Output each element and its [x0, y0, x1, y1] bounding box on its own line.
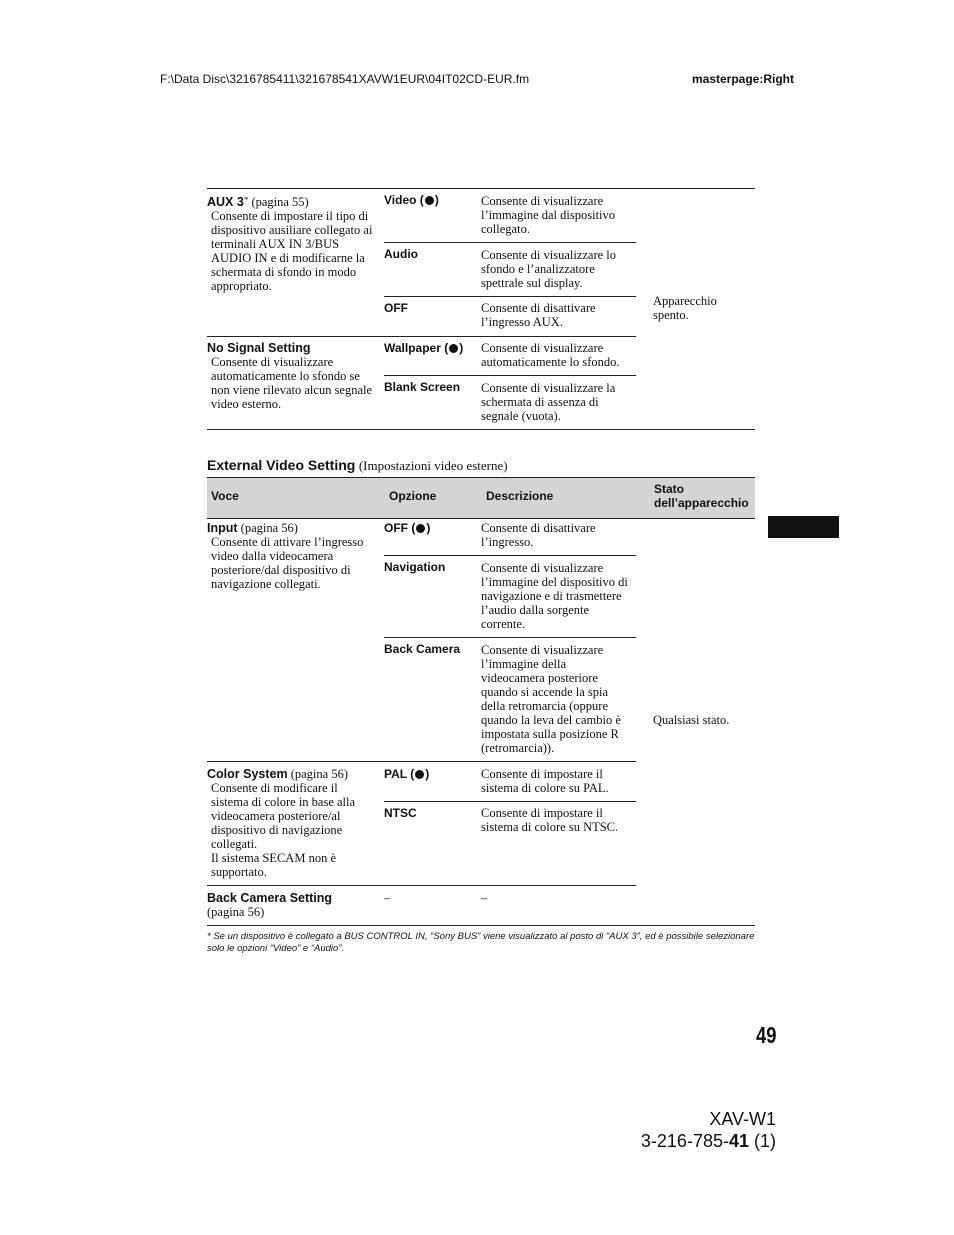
option-wallpaper: Wallpaper ( )	[384, 341, 464, 355]
option-desc: Consente di visualizzare la schermata di assenza di segnale (vuota).	[481, 381, 616, 423]
masterpage-label: masterpage:Right	[691, 72, 794, 86]
option-desc: Consente di visualizzare automaticamente lo sfondo.	[481, 341, 620, 369]
item-description: Consente di visualizzare automaticamente lo sfondo se non viene rilevato alcun segnale video esterno.	[211, 355, 373, 411]
option-desc: Consente di disattivare l’ingresso.	[481, 521, 596, 549]
option-pal: PAL ( )	[384, 767, 430, 781]
row-divider	[207, 885, 636, 886]
row-divider	[384, 242, 636, 243]
model-name: XAV-W1	[709, 1109, 776, 1129]
default-dot-icon	[449, 344, 458, 353]
header-descrizione: Descrizione	[486, 489, 554, 503]
model-block	[641, 1108, 776, 1152]
header-stato: Stato dell’apparecchio	[654, 482, 749, 510]
item-description: Consente di modificare il sistema di colore in base alla videocamera posteriore/al dispositivo di navigazione collegati.	[211, 781, 356, 851]
page-ref: (pagina 56)	[207, 905, 265, 919]
desc-dash: –	[481, 891, 488, 905]
page-ref: (pagina 55)	[251, 195, 309, 209]
header-opzione: Opzione	[389, 489, 437, 503]
option-desc: Consente di impostare il sistema di colore su PAL.	[481, 767, 609, 795]
option-ntsc: NTSC	[384, 806, 417, 820]
option-navigation: Navigation	[384, 560, 446, 574]
option-back-camera: Back Camera	[384, 642, 461, 656]
footnote-marker: *	[243, 195, 249, 205]
option-off: OFF ( )	[384, 521, 431, 535]
page-number: 49	[756, 1022, 777, 1048]
row-divider	[384, 555, 636, 556]
item-aux3	[207, 193, 377, 293]
option-off: OFF	[384, 301, 408, 315]
item-back-camera-setting	[207, 891, 377, 919]
footnote-marker: *	[207, 931, 211, 942]
row-divider	[384, 637, 636, 638]
option-desc: Consente di disattivare l’ingresso AUX.	[481, 301, 596, 329]
item-no-signal	[207, 341, 377, 411]
device-state: Apparecchio spento.	[653, 294, 717, 322]
option-desc: Consente di impostare il sistema di colore su NTSC.	[481, 806, 619, 834]
option-desc: Consente di visualizzare lo sfondo e l’analizzatore spettrale sul display.	[481, 248, 617, 290]
item-description: Consente di impostare il tipo di dispositivo ausiliare collegato ai terminali AUX IN 3/BUS AUDIO IN e di modificarne la schermata di sfondo in modo appropriato.	[211, 209, 373, 293]
option-video: Video ( )	[384, 193, 439, 207]
device-state: Qualsiasi stato.	[653, 713, 730, 727]
option-blank-screen: Blank Screen	[384, 380, 461, 394]
option-dash: –	[384, 891, 391, 905]
model-code: 3-216-785-41 (1)	[640, 1131, 776, 1151]
item-input	[207, 521, 377, 591]
row-divider	[384, 375, 636, 376]
table1-top-rule	[207, 188, 755, 189]
row-divider	[384, 801, 636, 802]
page-ref: (pagina 56)	[240, 521, 298, 535]
item-title: Input	[207, 521, 238, 535]
thumb-index-tab	[768, 516, 839, 538]
default-dot-icon	[416, 524, 425, 533]
option-desc: Consente di visualizzare l’immagine del dispositivo di navigazione e di trasmettere l’audio dalla sorgente corrente.	[481, 561, 628, 631]
default-dot-icon	[425, 196, 434, 205]
item-title: AUX 3	[207, 195, 244, 209]
header-voce: Voce	[211, 489, 239, 503]
item-description: Consente di attivare l’ingresso video dalla videocamera posteriore/dal dispositivo di navigazione collegati.	[211, 535, 364, 591]
row-divider	[207, 761, 636, 762]
item-title: Back Camera Setting	[207, 891, 333, 905]
option-audio: Audio	[384, 247, 418, 261]
item-note: Il sistema SECAM non è supportato.	[211, 851, 336, 879]
option-desc: Consente di visualizzare l’immagine dal dispositivo collegato.	[481, 194, 616, 236]
section-title: External Video Setting (Impostazioni video esterne)	[207, 457, 508, 473]
footnote-text: Se un dispositivo è collegato a BUS CONTROL IN, “Sony BUS” viene visualizzato al posto di “AUX 3”, ed è possibile selezionare solo le opzioni “Video” e “Audio”.	[207, 931, 755, 954]
table1-bottom-rule	[207, 429, 755, 430]
item-color-system	[207, 767, 377, 879]
option-desc: Consente di visualizzare l’immagine della videocamera posteriore quando si accende la spia della retromarcia (oppure quando la leva del cambio è impostata sulla posizione R (retromarcia)).	[481, 643, 621, 755]
footnote	[207, 931, 755, 955]
item-title: No Signal Setting	[207, 341, 311, 355]
table2-bottom-rule	[207, 925, 755, 926]
item-title: Color System	[207, 767, 288, 781]
row-divider	[384, 296, 636, 297]
page-ref: (pagina 56)	[290, 767, 348, 781]
file-path: F:\Data Disc\3216785411\321678541XAVW1EUR\04IT02CD-EUR.fm	[160, 72, 530, 86]
default-dot-icon	[415, 770, 424, 779]
row-divider	[207, 336, 636, 337]
